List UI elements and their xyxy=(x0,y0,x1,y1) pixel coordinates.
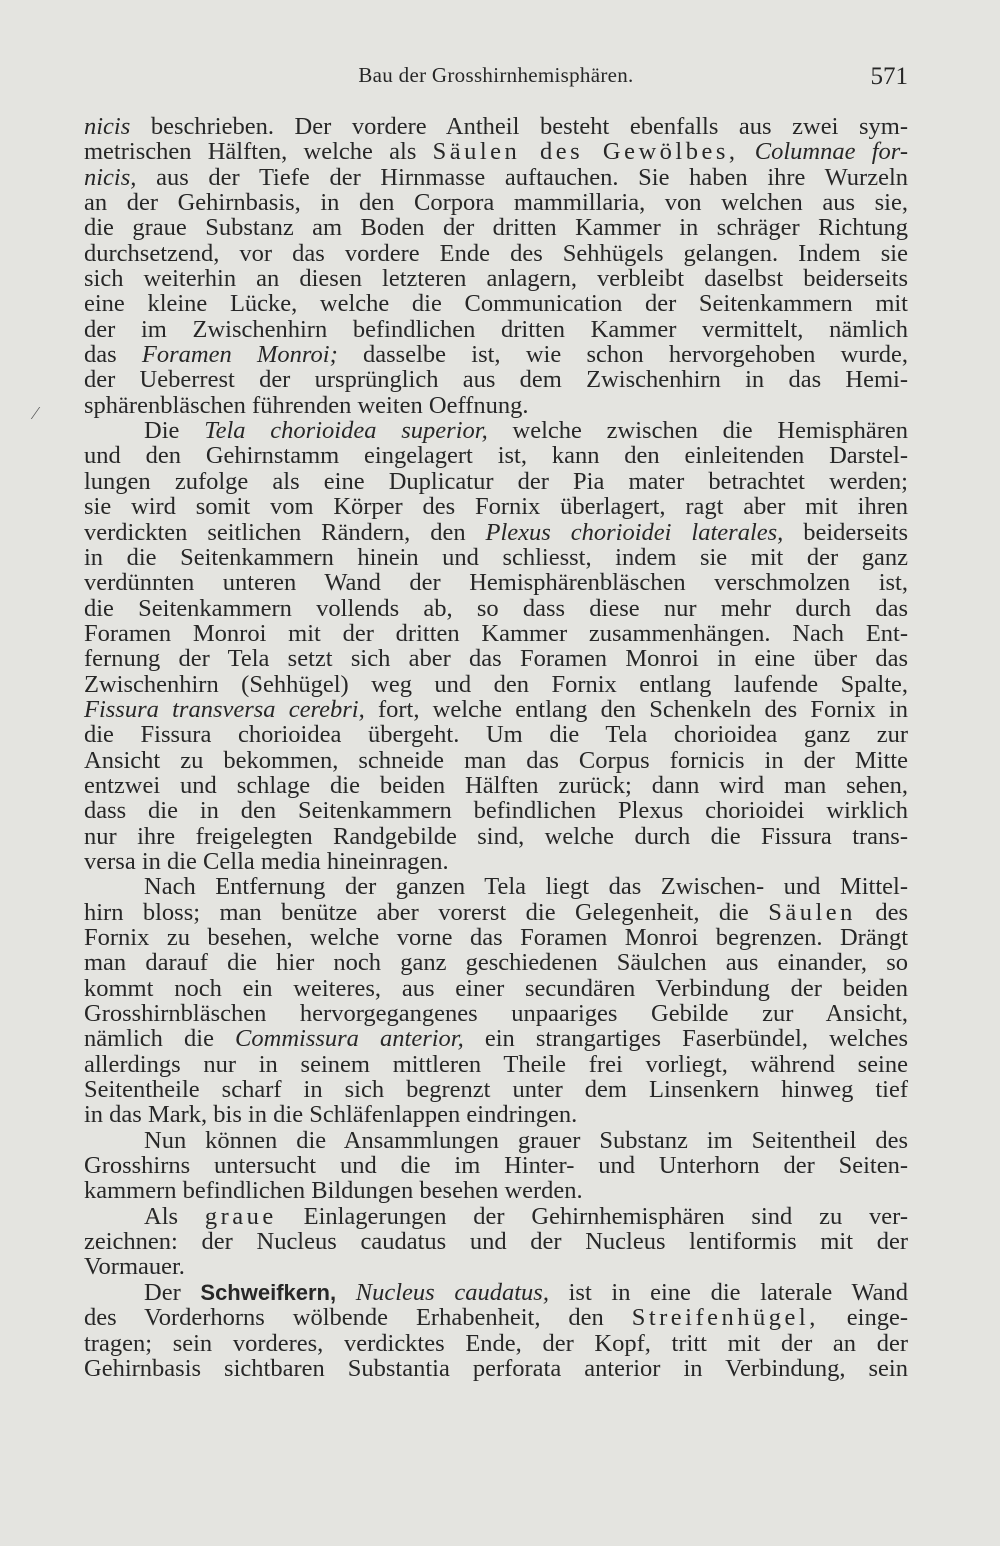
text-line xyxy=(84,849,908,874)
text-run: Als xyxy=(144,1202,205,1230)
text-run: die Fissura chorioidea übergeht. Um die Tela chorioidea ganz zur xyxy=(84,721,908,749)
text-line xyxy=(84,748,908,773)
text-line xyxy=(84,266,908,291)
text-run: ist in eine die laterale Wand xyxy=(548,1278,908,1306)
text-line xyxy=(84,1052,908,1077)
italic-term: Nucleus caudatus, xyxy=(355,1278,549,1306)
text-line xyxy=(84,443,908,468)
text-line xyxy=(84,621,908,646)
text-run: durchsetzend, vor das vordere Ende des Sehhügels gelangen. Indem sie xyxy=(84,239,908,267)
text-run: welche zwischen die Hemisphären xyxy=(487,417,909,445)
text-run: fernung der Tela setzt sich aber das Foramen Monroi in eine über das xyxy=(84,645,908,673)
text-run: Fornix zu besehen, welche vorne das Foramen Monroi begrenzen. Drängt xyxy=(84,924,908,951)
text-line xyxy=(84,165,908,190)
text-line xyxy=(84,520,908,545)
text-run: eine kleine Lücke, welche die Communication der Seitenkammern mit xyxy=(84,290,908,318)
body-text xyxy=(84,114,908,1381)
text-run: zeichnen: der Nucleus caudatus und der Nucleus lentiformis mit der xyxy=(84,1228,908,1256)
text-run: kammern befindlichen Bildungen besehen werden. xyxy=(84,1177,583,1205)
text-line xyxy=(84,114,908,139)
text-run: Nun können die Ansammlungen grauer Substanz im Seitentheil des xyxy=(144,1126,908,1154)
text-line xyxy=(84,1204,908,1229)
text-line xyxy=(84,697,908,722)
text-line xyxy=(84,900,908,925)
text-line xyxy=(84,672,908,697)
text-run: die Seitenkammern vollends ab, so dass diese nur mehr durch das xyxy=(84,594,908,622)
text-run: hirn bloss; man benütze aber vorerst die Gelegenheit, die xyxy=(84,898,769,926)
text-run: tragen; sein vorderes, verdicktes Ende, der Kopf, tritt mit der an der xyxy=(84,1329,908,1357)
text-line xyxy=(84,1229,908,1254)
text-run: Einlagerungen der Gehirnhemisphären sind zu ver- xyxy=(276,1202,908,1230)
text-run: allerdings nur in seinem mittleren Theile frei vorliegt, während seine xyxy=(84,1050,908,1078)
text-run: das xyxy=(84,341,142,369)
text-run: sphärenbläschen führenden weiten Oeffnung. xyxy=(84,391,529,419)
spaced-term: graue xyxy=(204,1202,277,1230)
text-run: Grosshirns untersucht und die im Hinter- und Unterhorn der Seiten- xyxy=(84,1152,908,1180)
text-run: Foramen Monroi mit der dritten Kammer zusammenhängen. Nach Ent- xyxy=(84,619,908,647)
text-run: Zwischenhirn (Sehhügel) weg und den Fornix entlang laufende Spalte, xyxy=(84,670,908,698)
text-run: an der Gehirnbasis, in den Corpora mammillaria, von welchen aus sie, xyxy=(84,189,908,217)
spaced-term: Säulen xyxy=(768,898,856,926)
text-run: nur ihre freigelegten Randgebilde sind, welche durch die Fissura trans- xyxy=(84,822,908,850)
spaced-term: Streifenhügel, xyxy=(631,1304,819,1332)
text-run: entzwei und schlage die beiden Hälften zurück; dann wird man sehen, xyxy=(84,771,908,799)
text-line xyxy=(84,291,908,316)
text-line xyxy=(84,317,908,342)
text-run: und den Gehirnstamm eingelagert ist, kann den einleitenden Darstel- xyxy=(84,442,908,470)
text-run: sich weiterhin an diesen letzteren anlagern, verbleibt daselbst beiderseits xyxy=(84,265,908,293)
text-run: beiderseits xyxy=(783,518,908,546)
text-run: ein strangartiges Faserbündel, welches xyxy=(463,1025,908,1053)
text-line xyxy=(84,1280,908,1305)
italic-term: nicis xyxy=(84,113,131,140)
text-line xyxy=(84,1026,908,1051)
text-run: Grosshirnbläschen hervorgegangenes unpaariges Gebilde zur Ansicht, xyxy=(84,1000,908,1028)
text-run: man darauf die hier noch ganz geschiedenen Säulchen aus einander, so xyxy=(84,949,908,977)
text-line xyxy=(84,418,908,443)
text-run: nämlich die xyxy=(84,1025,236,1053)
text-run xyxy=(739,138,755,165)
text-run: der Ueberrest der ursprünglich aus dem Zwischenhirn in das Hemi- xyxy=(84,366,908,394)
page-header xyxy=(84,63,908,97)
text-run: Ansicht zu bekommen, schneide man das Corpus fornicis in der Mitte xyxy=(84,746,908,774)
text-line xyxy=(84,494,908,519)
italic-term: Foramen Monroi; xyxy=(141,341,338,369)
text-run: sie wird somit vom Körper des Fornix überlagert, ragt aber mit ihren xyxy=(84,493,908,521)
text-run: Nach Entfernung der ganzen Tela liegt das Zwischen- und Mittel- xyxy=(144,873,908,901)
text-run: dasselbe ist, wie schon hervorgehoben wurde, xyxy=(337,341,908,369)
text-line xyxy=(84,874,908,899)
text-run: des Vorderhorns wölbende Erhabenheit, den xyxy=(84,1304,632,1332)
text-line xyxy=(84,722,908,747)
bold-term: Schweifkern, xyxy=(200,1279,337,1305)
spaced-term: Säulen des Gewölbes, xyxy=(432,138,739,166)
text-line xyxy=(84,545,908,570)
text-line xyxy=(84,646,908,671)
text-line xyxy=(84,469,908,494)
text-line xyxy=(84,570,908,595)
italic-term: nicis, xyxy=(84,163,137,191)
text-line xyxy=(84,241,908,266)
text-run: Der xyxy=(144,1278,201,1306)
text-run: einge- xyxy=(818,1304,909,1332)
text-run: dass die in den Seitenkammern befindlichen Plexus chorioidei wirklich xyxy=(84,797,908,825)
running-title: Bau der Grosshirnhemisphären. xyxy=(358,63,634,87)
margin-mark: ⁄ xyxy=(34,403,38,423)
text-line xyxy=(84,393,908,418)
text-line xyxy=(84,596,908,621)
page-number: 571 xyxy=(870,63,908,90)
text-line xyxy=(84,950,908,975)
text-run: kommt noch ein weiteres, aus einer secundären Verbindung der beiden xyxy=(84,974,908,1002)
text-line xyxy=(84,1128,908,1153)
text-line xyxy=(84,1077,908,1102)
text-line xyxy=(84,1178,908,1203)
italic-term: Tela chorioidea superior, xyxy=(204,417,488,445)
text-run: Die xyxy=(144,417,205,445)
text-line xyxy=(84,1102,908,1127)
text-line xyxy=(84,798,908,823)
italic-term: Fissura transversa cerebri, xyxy=(84,695,365,723)
text-run: in das Mark, bis in die Schläfenlappen eindringen. xyxy=(84,1101,578,1129)
text-run: lungen zufolge als eine Duplicatur der Pia mater betrachtet werden; xyxy=(84,467,908,495)
text-line xyxy=(84,1153,908,1178)
text-run: Gehirnbasis sichtbaren Substantia perforata anterior in Verbindung, sein xyxy=(84,1354,908,1382)
text-run: beschrieben. Der vordere Antheil besteht ebenfalls aus zwei sym- xyxy=(130,113,908,140)
text-line xyxy=(84,190,908,215)
text-line xyxy=(84,215,908,240)
text-run: verdünnten unteren Wand der Hemisphärenbläschen verschmolzen ist, xyxy=(84,569,908,597)
text-line xyxy=(84,1331,908,1356)
text-run: metrischen Hälften, welche als xyxy=(84,138,433,166)
text-line xyxy=(84,925,908,950)
text-run: fort, welche entlang den Schenkeln des Fornix in xyxy=(364,695,908,723)
text-line xyxy=(84,342,908,367)
text-run: verdickten seitlichen Rändern, den xyxy=(84,518,486,546)
text-line xyxy=(84,976,908,1001)
italic-term: Plexus chorioidei laterales, xyxy=(485,518,784,546)
text-run: der im Zwischenhirn befindlichen dritten Kammer vermittelt, nämlich xyxy=(84,315,908,343)
italic-term: Commissura anterior, xyxy=(235,1025,464,1053)
text-line xyxy=(84,139,908,164)
text-line xyxy=(84,773,908,798)
text-run: Vormauer. xyxy=(84,1253,185,1281)
text-line xyxy=(84,824,908,849)
text-run xyxy=(336,1279,356,1306)
text-line xyxy=(84,1305,908,1330)
text-run: die graue Substanz am Boden der dritten Kammer in schräger Richtung xyxy=(84,214,908,242)
text-run: versa in die Cella media hineinragen. xyxy=(84,847,449,875)
text-run: aus der Tiefe der Hirnmasse auftauchen. Sie haben ihre Wurzeln xyxy=(136,163,908,191)
text-line xyxy=(84,367,908,392)
text-run: des xyxy=(855,898,908,926)
text-line xyxy=(84,1356,908,1381)
text-run: in die Seitenkammern hinein und schliesst, indem sie mit der ganz xyxy=(84,543,908,571)
italic-term: Columnae for- xyxy=(754,138,908,166)
text-run: Seitentheile scharf in sich begrenzt unter dem Linsenkern hinweg tief xyxy=(84,1076,908,1104)
text-line xyxy=(84,1001,908,1026)
text-line xyxy=(84,1254,908,1279)
